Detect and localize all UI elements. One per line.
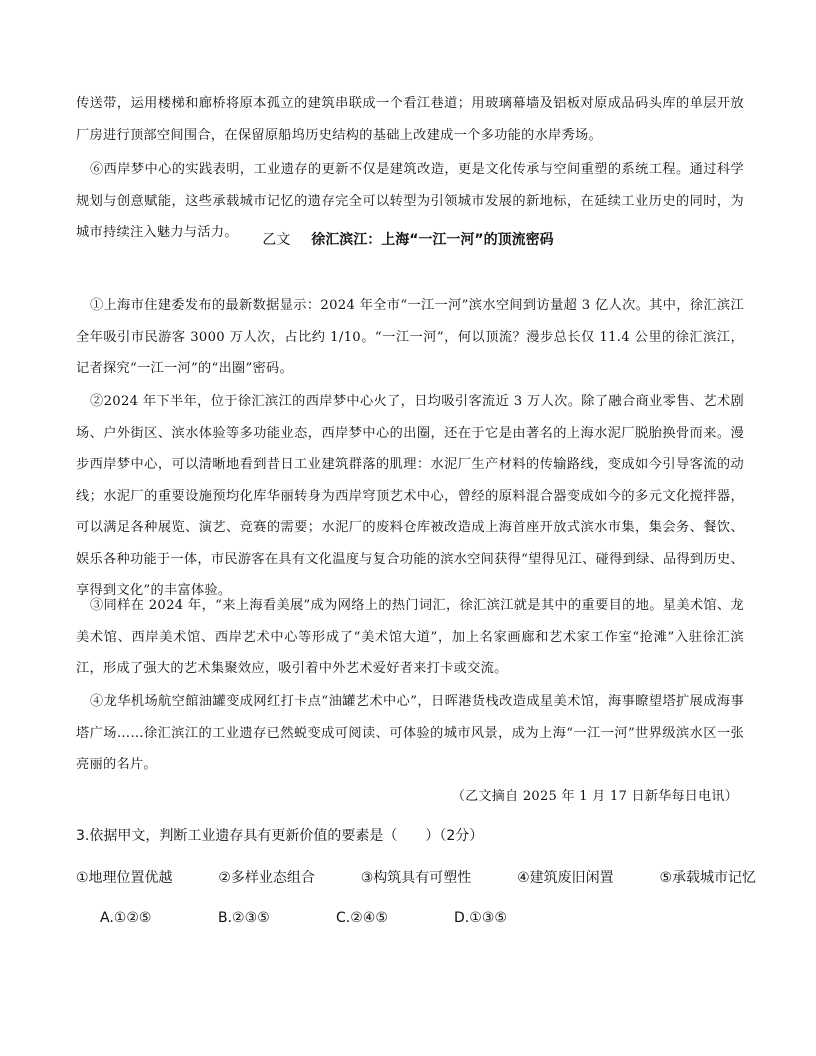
yi-title: 徐汇滨江：上海“一江一河”的顶流密码 bbox=[311, 232, 554, 248]
yi-paragraph-2: ②2024 年下半年，位于徐汇滨江的西岸梦中心火了，日均吸引客流近 3 万人次。除了融合商业零售、艺术剧场、户外街区、滨水体验等多功能业态，西岸梦中心的出圈，还在于它是由著名的上海水泥厂脱胎换骨而来。漫步西岸梦中心，可以清晰地看到昔日工业建筑群落的肌理：水泥厂生产材料的传输路线，变成如今引导客流的动线；水泥厂的重要设施预均化库华丽转身为西岸穹顶艺术中心，曾经的原料混合器变成如今的多元文化搅拌器，可以满足各种展览、演艺、竞赛的需要；水泥厂的废料仓库被改造成上海首座开放式滨水市集，集会务、餐饮、娱乐各种功能于一体，市民游客在具有文化温度与复合功能的滨水空间获得“望得见江、碰得到绿、品得到历史、享得到文化”的丰富体验。 bbox=[76, 394, 744, 598]
element-option: ④建筑废旧闲置 bbox=[517, 870, 614, 886]
yi-source-note: （乙文摘自 2025 年 1 月 17 日新华每日电讯） bbox=[451, 789, 738, 804]
answer-choice-c[interactable]: C.②④⑤ bbox=[336, 910, 388, 926]
element-option: ③构筑具有可塑性 bbox=[360, 870, 472, 886]
jia-paragraph-6: ⑥西岸梦中心的实践表明，工业遗存的更新不仅是建筑改造，更是文化传承与空间重塑的系统工程。通过科学规划与创意赋能，这些承载城市记忆的遗存完全可以转型为引领城市发展的新地标，在延续工业历史的同时，为城市持续注入魅力与活力。 bbox=[76, 162, 744, 240]
yi-heading bbox=[0, 228, 816, 252]
element-option: ①地理位置优越 bbox=[76, 870, 173, 886]
answer-choice-d[interactable]: D.①③⑤ bbox=[454, 910, 507, 926]
answer-choice-b[interactable]: B.②③⑤ bbox=[218, 910, 270, 926]
jia-paragraph-5-end: 传送带，运用楼梯和廊桥将原本孤立的建筑串联成一个看江巷道；用玻璃幕墙及铝板对原成品码头库的单层开放厂房进行顶部空间围合，在保留原船坞历史结构的基础上改建成一个多功能的水岸秀场。 bbox=[76, 96, 744, 143]
question-elements bbox=[76, 866, 756, 890]
yi-paragraph-1: ①上海市住建委发布的最新数据显示：2024 年全市“一江一河”滨水空间到访量超 3 亿人次。其中，徐汇滨江全年吸引市民游客 3000 万人次，占比约 1/10。“一江一河”，何以顶流？漫步总长仅 11.4 公里的徐汇滨江，记者探究“一江一河”的“出圈”密码。 bbox=[76, 298, 744, 376]
answer-choice-a[interactable]: A.①②⑤ bbox=[100, 910, 152, 926]
question-stem: 3.依据甲文，判断工业遗存具有更新价值的要素是（ ）（2分） bbox=[76, 828, 484, 844]
element-option: ②多样业态组合 bbox=[218, 870, 315, 886]
yi-paragraph-3: ③同样在 2024 年，“来上海看美展”成为网络上的热门词汇，徐汇滨江就是其中的重要目的地。星美术馆、龙美术馆、西岸美术馆、西岸艺术中心等形成了“美术馆大道”，加上名家画廊和艺术家工作室“抢滩”入驻徐汇滨江，形成了强大的艺术集聚效应，吸引着中外艺术爱好者来打卡或交流。 bbox=[76, 598, 744, 676]
yi-paragraph-4: ④龙华机场航空館油罐变成网红打卡点“油罐艺术中心”，日晖港货栈改造成星美术馆，海事瞭望塔扩展成海事塔广场……徐汇滨江的工业遗存已然蜕变成可阅读、可体验的城市风景，成为上海“一江一河”世界级滨水区一张亮丽的名片。 bbox=[76, 694, 744, 772]
answer-choices bbox=[100, 906, 572, 930]
yi-label: 乙文 bbox=[262, 232, 291, 248]
element-option: ⑤承载城市记忆 bbox=[659, 870, 756, 886]
